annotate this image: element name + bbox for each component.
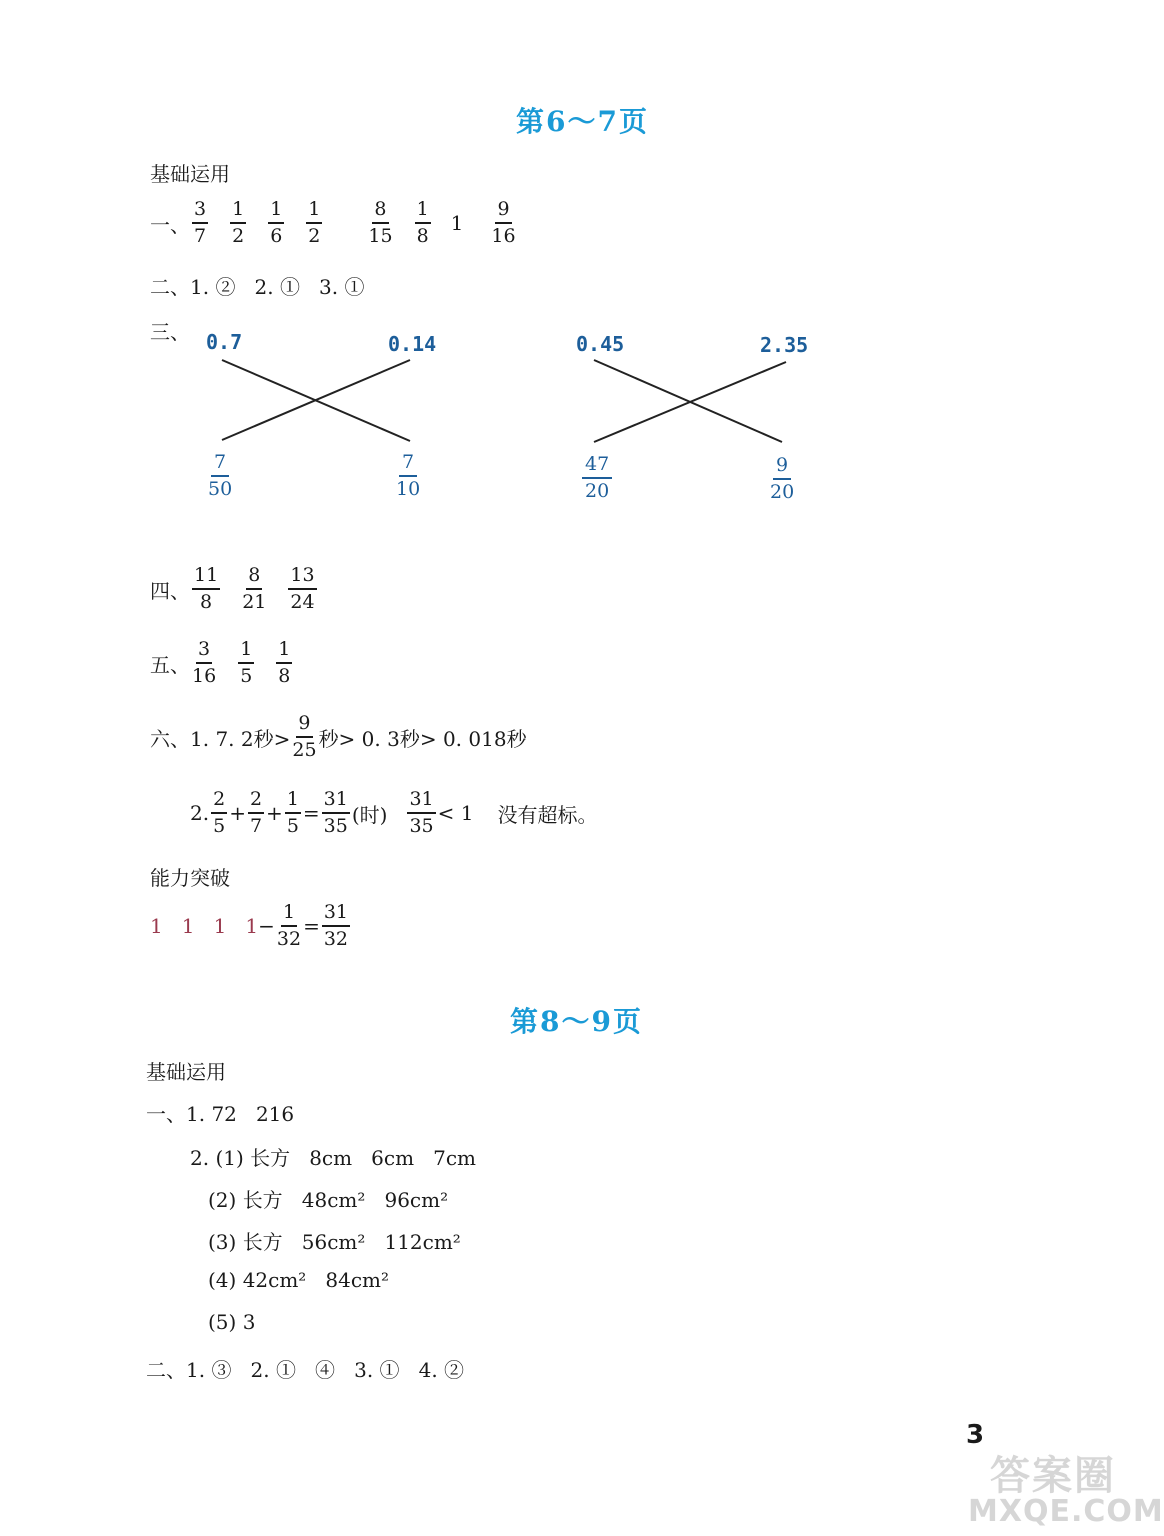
q4-label: 四、 [150, 578, 190, 603]
fraction: $\frac{1}{8}$ [278, 638, 291, 687]
page-title-8-9: 第8～9页 [510, 1005, 643, 1038]
match-bottom-9-20: 9 20 [770, 454, 795, 503]
q5-row [150, 640, 294, 686]
fraction: $\frac{1}{5}$ [286, 788, 299, 837]
fraction: $\frac{8}{21}$ [242, 564, 267, 613]
fraction: $\frac{11}{8}$ [194, 564, 219, 613]
q1-label: 一、 [150, 212, 190, 237]
q5-label: 五、 [150, 652, 190, 677]
fraction: $\frac{1}{2}$ [232, 198, 245, 247]
fraction: $\frac{8}{15}$ [368, 198, 393, 247]
q3-label: 三、 [150, 320, 190, 344]
match-top-0-14: 0.14 [388, 332, 437, 356]
fraction: $\frac{1}{8}$ [416, 198, 429, 247]
page-number: 3 [966, 1420, 985, 1450]
q6-line2: 2. $\frac{2}{5}$ + $\frac{2}{7}$ + $\frac{1}{5}$ = $\frac{31}{35}$ (时) $\frac{31}{35}$ < 1 没有超标。 [190, 788, 598, 837]
watermark-site: MXQE.COM [968, 1494, 1164, 1529]
match-bottom-7-10: 7 10 [396, 451, 421, 500]
p2-q1-line5: (4) 42cm² 84cm² [208, 1268, 390, 1292]
p2-q1-line2: 2. (1) 长方 8cm 6cm 7cm [190, 1146, 477, 1170]
q2-label: 二、 [150, 275, 190, 299]
p2-q2-row: 二、1. ③ 2. ① ④ 3. ① 4. ② [146, 1358, 465, 1382]
fraction: $\frac{13}{24}$ [290, 564, 315, 613]
q1-one: 1 [450, 211, 464, 235]
fraction: $\frac{1}{6}$ [270, 198, 283, 247]
p2-q1-line1: 一、1. 72 216 [146, 1102, 295, 1126]
fraction: $\frac{9}{25}$ [292, 712, 317, 761]
fraction: $\frac{1}{32}$ [276, 901, 302, 950]
match-top-0-7: 0.7 [206, 330, 243, 354]
fraction: $\frac{3}{16}$ [192, 638, 217, 687]
fraction: $\frac{1}{5}$ [240, 638, 253, 687]
p2-q1-line3: (2) 长方 48cm² 96cm² [208, 1188, 449, 1212]
fraction: $\frac{2}{5}$ [213, 788, 226, 837]
match-top-2-35: 2.35 [760, 333, 809, 357]
match-bottom-7-50: 7 50 [208, 451, 233, 500]
fraction: $\frac{1}{2}$ [308, 198, 321, 247]
fraction: $\frac{3}{7}$ [194, 198, 207, 247]
fraction: $\frac{31}{35}$ [409, 788, 434, 837]
watermark-brand: 答案圈 [990, 1453, 1116, 1499]
match-line [594, 362, 786, 442]
q6-label: 六、 [150, 726, 190, 751]
section-basic-2: 基础运用 [146, 1060, 226, 1084]
match-bottom-47-20: 47 20 [582, 455, 612, 501]
q4-row [150, 566, 319, 612]
p2-q1-line4: (3) 长方 56cm² 112cm² [208, 1230, 461, 1254]
fraction: $\frac{31}{35}$ [323, 788, 348, 837]
page-title-6-7: 第6～7页 [516, 105, 649, 138]
q2-answers: 1. ② 2. ① 3. ① [190, 275, 365, 299]
q3-match-lines [0, 0, 1144, 560]
fraction: $\frac{2}{7}$ [249, 788, 263, 837]
match-top-0-45: 0.45 [576, 332, 625, 356]
fraction: $\frac{31}{32}$ [323, 901, 349, 950]
q6-line1: 六、 1. 7. 2秒> $\frac{9}{25}$ 秒> 0. 3秒> 0. 018秒 [150, 712, 527, 761]
section-basic-1: 基础运用 [150, 162, 230, 186]
section-ability: 能力突破 [150, 866, 230, 890]
ability-row: 1 1 1 1 − $\frac{1}{32}$ = $\frac{31}{32}$ [150, 901, 349, 950]
fraction: $\frac{9}{16}$ [491, 198, 516, 247]
p2-q1-line6: (5) 3 [208, 1310, 256, 1334]
